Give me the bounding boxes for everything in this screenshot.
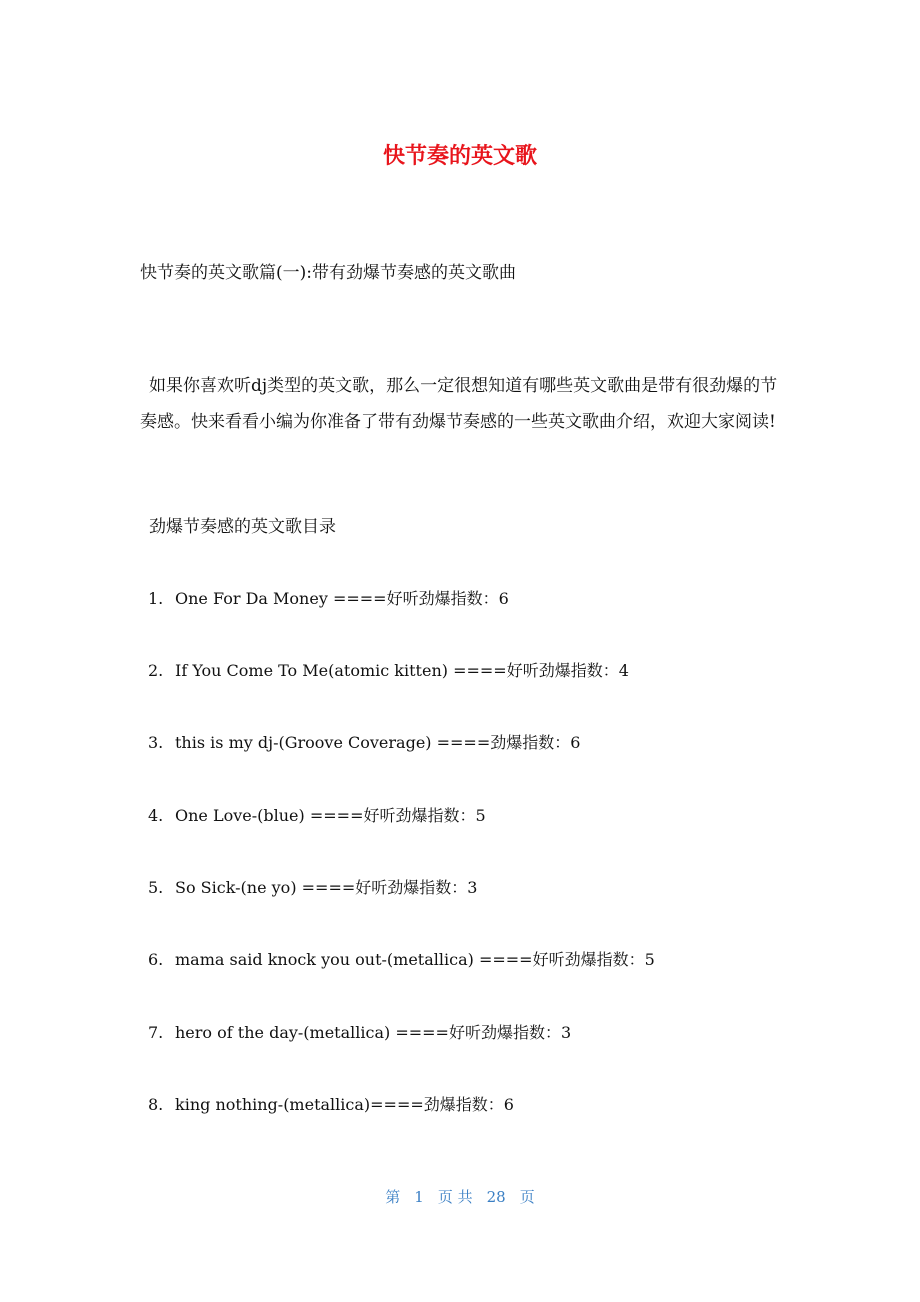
song-item-8 <box>148 1092 514 1118</box>
song-item-3 <box>148 730 580 756</box>
footer-suffix: 页 <box>519 1188 535 1206</box>
song-item-1 <box>148 586 509 612</box>
song-text: One For Da Money ====好听劲爆指数：6 <box>175 589 509 608</box>
song-item-6 <box>148 947 655 973</box>
song-text: king nothing-(metallica)====劲爆指数：6 <box>175 1095 514 1114</box>
intro-paragraph: 如果你喜欢听dj类型的英文歌，那么一定很想知道有哪些英文歌曲是带有很劲爆的节奏感。快来看看小编为你准备了带有劲爆节奏感的一些英文歌曲介绍，欢迎大家阅读! <box>140 376 778 432</box>
song-text: hero of the day-(metallica) ====好听劲爆指数：3 <box>175 1023 572 1042</box>
song-text: this is my dj-(Groove Coverage) ====劲爆指数：6 <box>175 733 581 752</box>
page-footer <box>0 1186 920 1208</box>
song-text: If You Come To Me(atomic kitten) ====好听劲爆指数：4 <box>175 661 629 680</box>
song-text: One Love-(blue) ====好听劲爆指数：5 <box>175 806 486 825</box>
song-number: 7. <box>148 1023 164 1042</box>
song-text: mama said knock you out-(metallica) ====好听劲爆指数：5 <box>175 950 655 969</box>
song-number: 3. <box>148 733 164 752</box>
footer-total-pages: 28 <box>486 1188 506 1206</box>
song-number: 2. <box>148 661 164 680</box>
footer-page-number: 1 <box>414 1188 424 1206</box>
song-text: So Sick-(ne yo) ====好听劲爆指数：3 <box>175 878 478 897</box>
section-subtitle: 快节奏的英文歌篇(一):带有劲爆节奏感的英文歌曲 <box>140 263 516 283</box>
song-number: 1. <box>148 589 164 608</box>
song-number: 4. <box>148 806 164 825</box>
footer-middle: 页 共 <box>437 1188 473 1206</box>
song-number: 5. <box>148 878 164 897</box>
footer-prefix: 第 <box>385 1188 401 1206</box>
song-number: 8. <box>148 1095 164 1114</box>
toc-heading: 劲爆节奏感的英文歌目录 <box>149 517 336 537</box>
document-title: 快节奏的英文歌 <box>382 144 537 169</box>
song-item-7 <box>148 1020 571 1046</box>
song-item-5 <box>148 875 477 901</box>
song-item-2 <box>148 658 629 684</box>
song-item-4 <box>148 803 486 829</box>
song-number: 6. <box>148 950 164 969</box>
